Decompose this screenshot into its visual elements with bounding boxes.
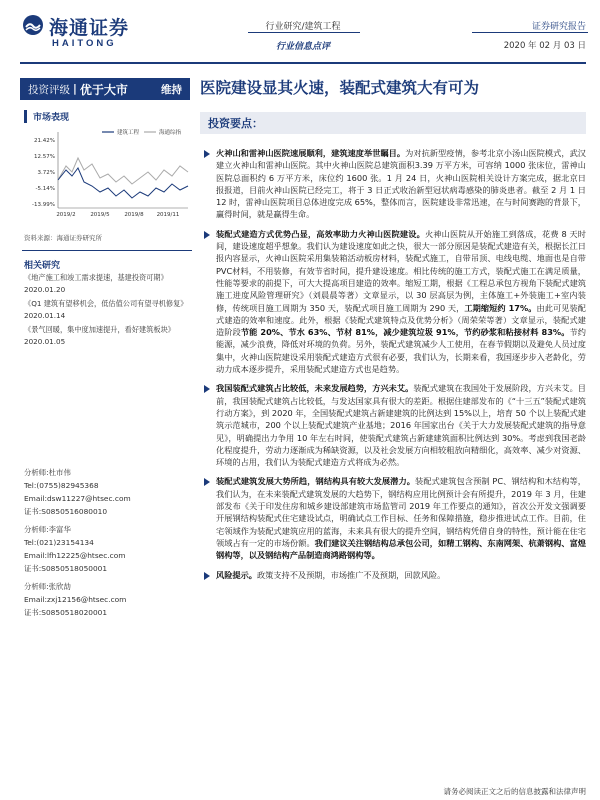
triangle-bullet-icon: [204, 385, 210, 393]
x-tick-label: 2019/2: [56, 212, 76, 218]
analyst-contacts: [24, 466, 192, 624]
investment-rating-bar: [20, 78, 190, 100]
series-line-haitong-index: [58, 158, 188, 184]
series-line-construction: [58, 168, 188, 198]
related-research-title[interactable]: 《Q1 建筑有望移机会，低估值公司有望寻机修复》: [24, 299, 188, 308]
key-point-paragraph: [202, 382, 586, 468]
legend-label-construction: 建筑工程: [117, 130, 140, 136]
x-tick-label: 2019/11: [156, 212, 180, 218]
rating-label: 投资评级: [28, 83, 70, 96]
related-research-title[interactable]: 《景气回暖，集中度加速提升，看好建筑板块》: [24, 325, 175, 334]
key-point-lead: 装配式建造方式优势凸显，高效率助力火神山医院建设。: [216, 228, 425, 239]
key-point-text: 装配式建筑包含预制 PC、钢结构和木结构等，我们认为，在未来装配式建筑发展的大趋势下，钢结构应用比例预计会有所提升，2019 年 3 月，住建部发布《关于印发住房和城乡建设部建筑市场监管司 2019 年工作要点的通知》，首次公开发文强调要开展钢结构装配式住宅建设试点，明确试点工作目标、任务和保障措施，稳步推进试点工作。目前，住宅领域作为装配式建筑应用的蓝海，未来具有很大的提升空间，钢结构凭借自身的特性，预计能在住宅领域占有一定的市场份额。: [216, 476, 586, 548]
analyst-block: [24, 523, 192, 575]
header-divider-right: [472, 32, 588, 33]
logo-english-name: HAITONG: [52, 38, 117, 49]
key-point-lead: 装配式建筑发展大势所趋，钢结构具有较大发展潜力。: [216, 476, 416, 487]
key-point-paragraph: [202, 228, 586, 376]
triangle-bullet-icon: [204, 478, 210, 486]
analyst-block: [24, 466, 192, 518]
key-point-paragraph: [202, 569, 586, 581]
x-tick-label: 2019/5: [90, 212, 110, 218]
y-tick-label: -13.99%: [32, 202, 55, 208]
haitong-logo-icon: [22, 14, 44, 36]
key-point-highlight: 我们建议关注钢结构总承包公司，如精工钢构、东南网架、杭萧钢构、富煌钢构等，以及钢结构产品制造商鸿路钢构等。: [216, 537, 586, 561]
report-type-label: 行业信息点评: [275, 42, 330, 52]
analyst-email[interactable]: Email:dsw11227@htsec.com: [24, 494, 131, 503]
chart-x-ticks: [56, 212, 179, 218]
rating-separator: |: [73, 83, 77, 95]
rating-value: 优于大市: [79, 82, 128, 97]
market-performance-heading: 市场表现: [24, 110, 69, 123]
key-point-text: 政策支持不及预期，市场推广不及预期，回款风险。: [256, 569, 446, 580]
analyst-email[interactable]: Email:lfh12225@htsec.com: [24, 551, 126, 560]
key-point-lead: 风险提示。: [216, 569, 257, 580]
analyst-cert: 证书:S0850516080010: [24, 507, 108, 516]
key-point-paragraph: [202, 147, 586, 221]
related-research-list: [24, 272, 192, 350]
logo-chinese-name: 海通证券: [49, 17, 130, 39]
analyst-name: 分析师:李富华: [24, 525, 71, 534]
x-tick-label: 2019/8: [124, 212, 144, 218]
key-points-header: [200, 112, 586, 134]
report-title: 医院建设显其火速，装配式建筑大有可为: [200, 78, 480, 97]
analyst-cert: 证书:S0850518050001: [24, 564, 108, 573]
related-research-date: 2020.01.20: [24, 284, 66, 294]
analyst-block: [24, 580, 192, 619]
header-divider: [248, 32, 360, 33]
analyst-tel: Tel:(021)23154134: [24, 538, 94, 547]
key-point-text: 由此可见装配式建造的效率和速度。此外，根据《装配式建筑特点及优势分析》（周荣荣等著）文章显示，装配式建造阶段: [216, 302, 586, 338]
header-rule: [20, 62, 586, 64]
analyst-tel: Tel:(0755)82945368: [24, 481, 99, 490]
analyst-email[interactable]: Email:zxj12156@htsec.com: [24, 595, 127, 604]
market-performance-chart: [22, 126, 192, 221]
related-research-item[interactable]: [24, 298, 192, 321]
key-points-body: [202, 147, 586, 588]
related-research-item[interactable]: [24, 272, 192, 295]
y-tick-label: -5.14%: [35, 186, 55, 192]
analyst-cert: 证书:S0850518020001: [24, 608, 108, 617]
related-research-date: 2020.01.05: [24, 336, 66, 346]
disclaimer-footer: 请务必阅读正文之后的信息披露和法律声明: [443, 787, 586, 796]
key-point-highlight: 节能 20%、节水 63%、节材 81%，减少建筑垃圾 91%，节约砂浆和粘接材料 83%。: [240, 327, 570, 338]
key-point-highlight: 工期缩短约 17%。: [464, 302, 537, 313]
sidebar-rule: [22, 250, 192, 251]
report-kind-label: 证券研究报告: [531, 22, 586, 32]
analyst-name: 分析师:张欣劼: [24, 582, 71, 591]
key-point-text: 节约能源，减少浪费，降低对环境的负荷。另外，装配式建筑减少人工使用，在春节假期以及避免人员过度集中，火神山医院建设采用装配式建造方式很有必要，我们认为，长期来看，我国逐步步入老龄化，劳动力成本逐步提升，采用装配式建造方式也是趋势。: [216, 327, 586, 375]
chart-source-note: 资料来源：海通证券研究所: [24, 234, 102, 242]
key-point-text: 装配式建筑在我国处于发展阶段，方兴未艾。目前，我国装配式建筑占比较低，与发达国家具有很大的差距。根据住建部发布的《“十三五”装配式建筑行动方案》，到 2020 年，全国装配式建筑占新建建筑的比例达到 15%以上，培育 50 个以上装配式建筑示范城市，200 个以上装配式建筑产业基地；2016 年国家出台《关于大力发展装配式建筑的指导意见》，明确提出力争用 10 年左右时间，使装配式建筑占新建建筑面积比例达到 30%。考虑到我国老龄化程度提升，劳动力逐渐成为稀缺资源，以及社会发展方向相较粗放向精细化，高效率、减少对资源、环境的占用，我们认为装配式建造方式将成为必然。: [216, 383, 586, 468]
report-date: 2020 年 02 月 03 日: [503, 41, 586, 51]
key-points-heading: 投资要点：: [208, 117, 263, 130]
triangle-bullet-icon: [204, 150, 210, 158]
key-point-text: 为对抗新型疫情，参考北京小汤山医院模式，武汉建立火神山和雷神山医院。其中火神山医院总建筑面积3.39 万平方米，可容纳 1000 张床位，雷神山医院总面积约 6 万平方米，床位约 1600 张。1 月 24 日，火神山医院相关设计方案完成，据北京日报报道，目前火神山医院已经完工，将于 3 日正式收治新型冠状病毒感染的肺炎患者。截至 2 月 1 日 12 时，雷神山医院项目总体进度完成 65%，整体而言，医院建设非常迅速，在与时间赛跑的背景下，赢得时间，就是赢得生命。: [216, 148, 586, 220]
legend-label-haitong-index: 海通综指: [159, 130, 182, 136]
related-research-heading: 相关研究: [24, 261, 61, 271]
y-tick-label: 3.72%: [37, 170, 55, 176]
key-point-text: 火神山医院从开始施工到落成，花费 8 天时间，建设速度超乎想象。我们认为建设速度如此之快，很大一部分原因是装配式建造有关，根据长江日报内容显示，火神山医院采用集装箱活动板房材料，装配式施工，自带吊顶、电线电缆、地面也是自带 PVC材料，不用装修，有效节省时间，提升建设速度。相比传统的施工方式，装配式施工在满足质量，性能等要求的前提下，可大大提高项目建造的效率。缩短工期，根据《工程总承包方视角下装配式建筑施工进度风险管理研究》（刘晨晨等著）文章显示，以 30 层高层为例，主体施工+外装施工+室内装修，传统项目施工周期为 350 天，装配式项目施工周期为 290 天，: [216, 228, 586, 313]
analyst-name: 分析师:杜市伟: [24, 468, 71, 477]
industry-label: 行业研究/建筑工程: [265, 22, 341, 32]
y-tick-label: 12.57%: [34, 154, 55, 160]
key-point-lead: 火神山和雷神山医院速展顺利，建筑速度举世瞩目。: [216, 148, 406, 158]
chart-y-ticks: [32, 138, 55, 208]
related-research-title[interactable]: 《地产施工和竣工需求提速，基建投资可期》: [24, 273, 168, 282]
rating-change: 维持: [161, 83, 182, 96]
y-tick-label: 21.42%: [34, 138, 55, 144]
triangle-bullet-icon: [204, 231, 210, 239]
key-point-paragraph: [202, 475, 586, 561]
related-research-date: 2020.01.14: [24, 310, 66, 320]
key-point-lead: 我国装配式建筑占比较低，未来发展趋势，方兴未艾。: [216, 383, 414, 394]
triangle-bullet-icon: [204, 572, 210, 580]
related-research-item[interactable]: [24, 324, 192, 347]
